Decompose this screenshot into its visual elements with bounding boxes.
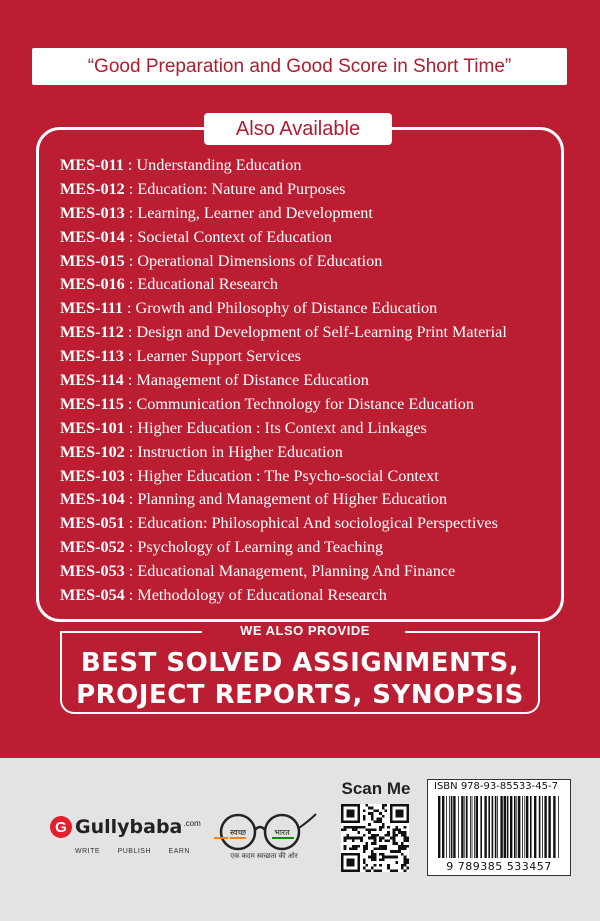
logo-suffix: .com — [183, 818, 201, 828]
course-item — [60, 536, 560, 560]
logo-mark: G — [50, 816, 72, 838]
course-code: MES-012 — [60, 179, 125, 198]
course-code: MES-102 — [60, 442, 125, 461]
scan-me-label: Scan Me — [341, 779, 411, 798]
course-code: MES-101 — [60, 418, 125, 437]
qr-code-icon[interactable] — [341, 804, 409, 872]
course-code: MES-103 — [60, 466, 125, 485]
logo-tag-earn: EARN — [168, 848, 190, 855]
course-title: : Societal Context of Education — [124, 227, 332, 246]
course-title: : Education: Nature and Purposes — [124, 179, 346, 198]
logo-tag-publish: PUBLISH — [117, 848, 152, 855]
course-title: : Growth and Philosophy of Distance Education — [122, 299, 438, 318]
course-code: MES-112 — [60, 323, 124, 342]
course-item — [60, 297, 560, 321]
course-item — [60, 250, 560, 274]
course-list — [60, 154, 560, 608]
course-title: : Understanding Education — [123, 156, 302, 174]
tagline-banner: “Good Preparation and Good Score in Short Time” — [32, 48, 567, 85]
course-title: : Planning and Management of Higher Education — [124, 490, 448, 509]
logo-name: Gullybaba — [75, 816, 183, 838]
course-title: : Design and Development of Self-Learning Print Material — [123, 323, 507, 342]
course-item — [60, 584, 560, 608]
bharat-word: भारत — [274, 828, 290, 837]
course-code: MES-051 — [60, 514, 125, 533]
course-item — [60, 321, 560, 345]
course-item — [60, 369, 560, 393]
logo-tag-write: WRITE — [75, 848, 101, 855]
gullybaba-logo-icon — [50, 812, 201, 842]
course-title: : Management of Distance Education — [123, 371, 369, 390]
course-title: : Communication Technology for Distance Education — [123, 394, 474, 413]
barcode-icon — [434, 794, 564, 860]
course-title: : Educational Management, Planning And Finance — [124, 562, 456, 581]
course-title: : Education: Philosophical And sociological Perspectives — [124, 514, 498, 533]
course-item — [60, 488, 560, 512]
course-item — [60, 202, 560, 226]
isbn-number: ISBN 978-93-85533-45-7 — [434, 781, 558, 792]
course-item — [60, 560, 560, 584]
course-item — [60, 465, 560, 489]
course-title: : Educational Research — [124, 275, 279, 294]
course-title: : Operational Dimensions of Education — [124, 251, 383, 270]
course-title: : Methodology of Educational Research — [124, 586, 387, 605]
course-code: MES-015 — [60, 251, 125, 270]
course-code: MES-104 — [60, 490, 125, 509]
course-item — [60, 417, 560, 441]
course-item — [60, 512, 560, 536]
course-code: MES-111 — [60, 299, 123, 318]
course-code: MES-011 — [60, 156, 124, 174]
course-code: MES-054 — [60, 586, 125, 605]
course-code: MES-115 — [60, 394, 124, 413]
provide-heading: WE ALSO PROVIDE — [240, 623, 370, 638]
course-code: MES-114 — [60, 371, 124, 390]
course-item — [60, 441, 560, 465]
course-title: : Learner Support Services — [123, 347, 301, 366]
provide-line-1: BEST SOLVED ASSIGNMENTS, — [80, 648, 520, 678]
course-title: : Instruction in Higher Education — [124, 442, 343, 461]
barcode-number: 9 789385 533457 — [446, 860, 552, 873]
logo-tagline — [75, 848, 190, 855]
course-code: MES-016 — [60, 275, 125, 294]
swachh-word: स्वच्छ — [229, 828, 247, 837]
course-item — [60, 226, 560, 250]
course-code: MES-113 — [60, 347, 124, 366]
course-title: : Learning, Learner and Development — [124, 203, 373, 222]
course-item — [60, 273, 560, 297]
course-code: MES-052 — [60, 538, 125, 557]
provide-line-2: PROJECT REPORTS, SYNOPSIS — [76, 680, 524, 710]
course-code: MES-013 — [60, 203, 125, 222]
swachh-bharat-caption: एक कदम स्वच्छता की ओर — [230, 853, 298, 860]
course-item — [60, 154, 560, 178]
course-title: : Higher Education : Its Context and Linkages — [124, 418, 427, 437]
course-item — [60, 345, 560, 369]
course-title: : Higher Education : The Psycho-social Context — [124, 466, 439, 485]
also-available-title: Also Available — [204, 113, 392, 145]
course-code: MES-053 — [60, 562, 125, 581]
course-item — [60, 178, 560, 202]
course-title: : Psychology of Learning and Teaching — [124, 538, 384, 557]
course-item — [60, 393, 560, 417]
course-code: MES-014 — [60, 227, 125, 246]
